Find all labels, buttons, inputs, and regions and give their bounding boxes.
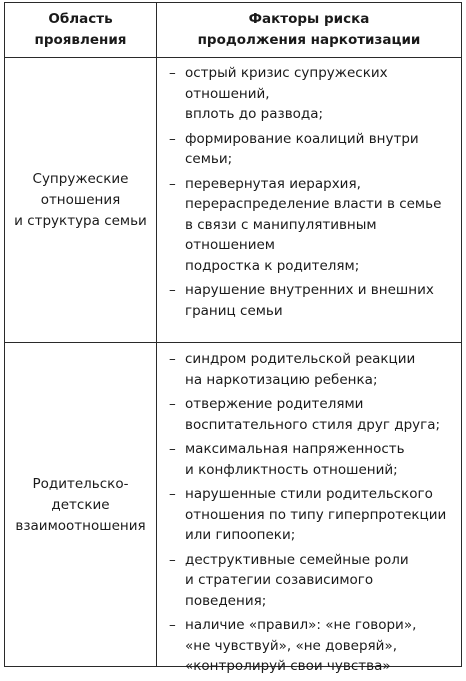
- factor-item: [157, 174, 461, 277]
- factor-text: формирование коалиций внутри семьи;: [185, 130, 419, 167]
- factor-text: наличие «правил»: «не говори», «не чувствуй», «не доверяй», «контролируй свои чувства»: [185, 617, 417, 674]
- factor-item: [157, 394, 461, 435]
- factor-list-marital: [157, 63, 461, 325]
- factor-text: отвержение родителями воспитательного стиля друг друга;: [185, 396, 441, 433]
- factor-item: [157, 550, 461, 612]
- area-label: Родительско- детские взаимоотношения: [15, 475, 146, 534]
- factor-text: перевернутая иерархия, перераспределение власти в семье в связи с манипулятивным отношением подростка к родителям;: [185, 175, 442, 274]
- dash-bullet: –: [169, 175, 176, 192]
- dash-bullet: –: [169, 282, 176, 298]
- dash-bullet: –: [169, 130, 176, 147]
- dash-bullet: –: [169, 486, 176, 502]
- dash-bullet: –: [169, 617, 176, 633]
- factor-text: синдром родительской реакции на наркотизацию ребенка;: [185, 351, 416, 388]
- dash-bullet: –: [169, 396, 176, 412]
- dash-bullet: –: [169, 351, 176, 367]
- factor-item: [157, 129, 461, 170]
- header-factors-label: Факторы риска продолжения наркотизации: [197, 11, 421, 48]
- area-cell-marital: [5, 58, 156, 342]
- area-cell-parent-child: [5, 343, 156, 667]
- factor-text: острый кризис супружеских отношений, вплоть до развода;: [185, 65, 388, 122]
- factor-item: [157, 280, 461, 321]
- header-factors-cell: [157, 3, 461, 57]
- factor-text: деструктивные семейные роли и стратегии созависимого поведения;: [185, 551, 409, 609]
- dash-bullet: –: [169, 65, 176, 81]
- area-label: Супружеские отношения и структура семьи: [14, 170, 147, 229]
- header-area-label: Область проявления: [34, 11, 127, 48]
- factor-list-parent-child: [157, 349, 461, 681]
- risk-factors-table: [4, 2, 462, 674]
- factor-item: [157, 63, 461, 125]
- factor-text: нарушенные стили родительского отношения по типу гиперпротекции или гипоопеки;: [185, 486, 447, 543]
- factor-item: [157, 615, 461, 677]
- factor-text: нарушение внутренних и внешних границ семьи: [185, 282, 434, 319]
- factor-item: [157, 349, 461, 390]
- factor-item: [157, 439, 461, 480]
- header-area-cell: [5, 3, 156, 57]
- factor-item: [157, 484, 461, 546]
- dash-bullet: –: [169, 441, 176, 457]
- factor-text: максимальная напряженность и конфликтность отношений;: [185, 441, 405, 478]
- dash-bullet: –: [169, 551, 176, 568]
